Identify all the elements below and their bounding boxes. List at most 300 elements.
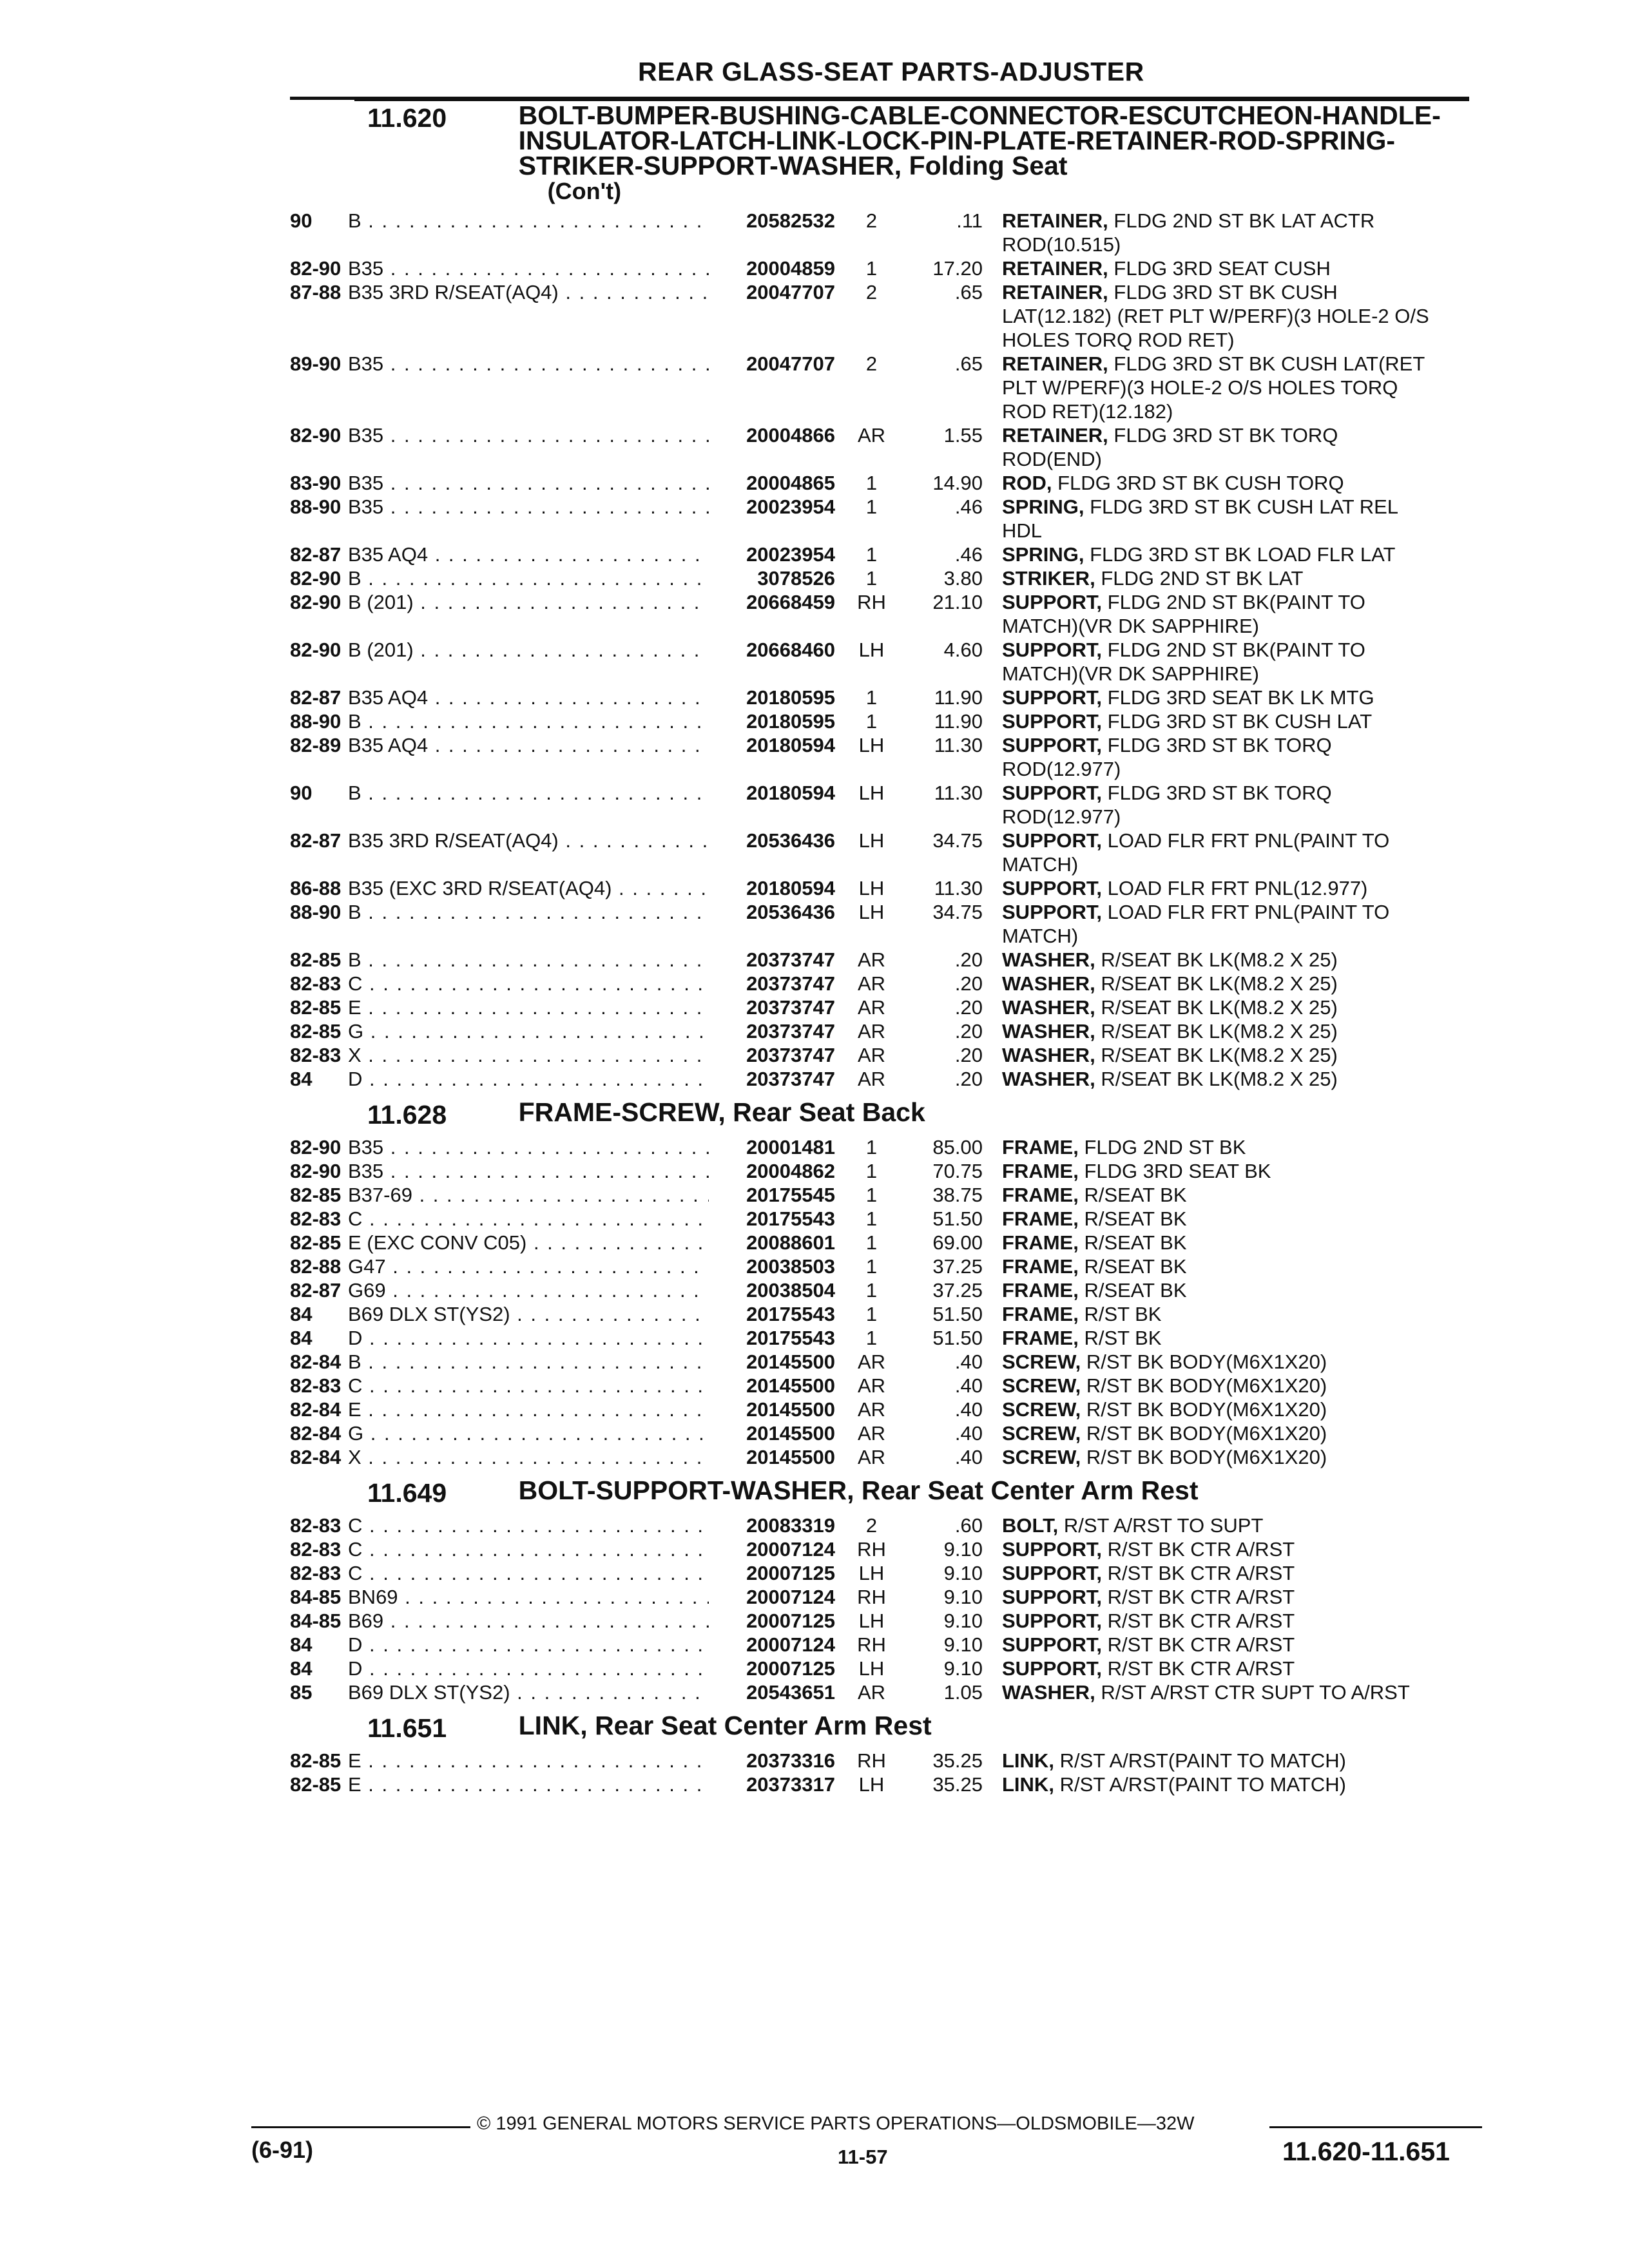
part-detail: FLDG 3RD SEAT CUSH — [1113, 257, 1331, 280]
quantity: AR — [857, 996, 886, 1019]
part-row — [271, 1561, 1495, 1585]
part-description — [1002, 1207, 1440, 1231]
price: 11.90 — [934, 686, 983, 709]
quantity: RH — [857, 1749, 886, 1772]
part-number: 20180595 — [746, 686, 835, 709]
part-row — [271, 1302, 1495, 1326]
part-name: SUPPORT, — [1002, 1610, 1103, 1632]
part-number: 20373316 — [746, 1749, 835, 1772]
part-detail: LOAD FLR FRT PNL(PAINT TO MATCH) — [1002, 829, 1390, 876]
quantity: AR — [857, 1350, 886, 1373]
part-description — [1002, 972, 1440, 995]
part-description — [1002, 1561, 1440, 1585]
price: 37.25 — [932, 1279, 983, 1302]
part-number: 20145500 — [746, 1422, 835, 1445]
part-description — [1002, 256, 1440, 280]
model-years: 82-90 — [290, 591, 342, 613]
section-range: 11.620-11.651 — [1282, 2137, 1450, 2166]
part-row — [271, 709, 1495, 733]
model-code: B . . . — [348, 948, 709, 972]
model-code: B35 . . . — [348, 256, 709, 280]
model-code: B . . . — [348, 900, 709, 924]
part-description — [1002, 1609, 1440, 1633]
model-code: D . . . — [348, 1633, 709, 1657]
model-code: B35 . . . — [348, 423, 709, 447]
part-description — [1002, 686, 1440, 709]
model-years: 82-87 — [290, 1279, 342, 1302]
quantity: LH — [858, 1657, 885, 1680]
part-number: 20004859 — [746, 257, 835, 280]
section-number: 11.651 — [367, 1713, 447, 1743]
part-name: LINK, — [1002, 1749, 1054, 1772]
part-detail: FLDG 3RD ST BK TORQ ROD(END) — [1002, 424, 1338, 470]
part-description — [1002, 1019, 1440, 1043]
part-description — [1002, 1350, 1440, 1374]
price: 85.00 — [932, 1136, 983, 1158]
part-number: 20373747 — [746, 1044, 835, 1066]
part-name: WASHER, — [1002, 1681, 1095, 1704]
quantity: AR — [857, 1068, 886, 1090]
part-number: 20004865 — [746, 472, 835, 494]
part-description — [1002, 1159, 1440, 1183]
model-code: B37-69 . . . — [348, 1183, 709, 1207]
model-years: 82-83 — [290, 1044, 342, 1066]
model-years: 82-85 — [290, 948, 342, 971]
part-row — [271, 1585, 1495, 1609]
part-description — [1002, 781, 1440, 829]
part-row — [271, 1514, 1495, 1537]
section-title: FRAME-SCREW, Rear Seat Back — [518, 1097, 925, 1127]
part-detail: R/ST A/RST(PAINT TO MATCH) — [1059, 1773, 1346, 1796]
part-description — [1002, 1231, 1440, 1254]
quantity: LH — [858, 734, 885, 756]
part-description — [1002, 471, 1440, 495]
part-name: FRAME, — [1002, 1207, 1079, 1230]
quantity: 1 — [865, 710, 878, 733]
part-row — [271, 1398, 1495, 1421]
model-code: B35 AQ4 . . . — [348, 543, 709, 566]
part-number: 3078526 — [757, 567, 835, 590]
model-code: B35 3RD R/SEAT(AQ4) . . . — [348, 829, 709, 852]
model-years: 82-89 — [290, 734, 342, 756]
parts-section — [271, 1475, 1495, 1704]
part-description — [1002, 495, 1440, 543]
part-number: 20047707 — [746, 281, 835, 303]
part-description — [1002, 1278, 1440, 1302]
part-number: 20668459 — [746, 591, 835, 613]
part-detail: FLDG 2ND ST BK LAT — [1101, 567, 1304, 590]
part-number: 20582532 — [746, 209, 835, 232]
quantity: 2 — [865, 209, 878, 232]
model-code: B69 . . . — [348, 1609, 709, 1633]
quantity: AR — [857, 1374, 886, 1397]
model-years: 84 — [290, 1633, 313, 1656]
model-years: 82-90 — [290, 257, 342, 280]
section-heading — [271, 1097, 1495, 1130]
part-name: FRAME, — [1002, 1279, 1079, 1302]
part-description — [1002, 1326, 1440, 1350]
part-detail: R/SEAT BK — [1084, 1207, 1187, 1230]
price: .60 — [954, 1514, 983, 1537]
part-number: 20145500 — [746, 1446, 835, 1468]
quantity: 1 — [865, 1207, 878, 1230]
model-code: C . . . — [348, 1561, 709, 1585]
model-code: B . . . — [348, 781, 709, 805]
model-code: B35 . . . — [348, 1159, 709, 1183]
revision-date: (6-91) — [251, 2137, 314, 2163]
price: .40 — [954, 1446, 983, 1468]
part-detail: R/ST BK — [1084, 1303, 1162, 1325]
quantity: 1 — [865, 472, 878, 494]
model-years: 90 — [290, 209, 313, 232]
section-title: BOLT-SUPPORT-WASHER, Rear Seat Center Arm Rest — [518, 1475, 1199, 1505]
part-detail: FLDG 3RD ST BK LOAD FLR LAT — [1090, 543, 1396, 566]
part-detail: R/ST BK CTR A/RST — [1107, 1657, 1295, 1680]
price: .65 — [954, 352, 983, 375]
part-row — [271, 995, 1495, 1019]
model-code: C . . . — [348, 1207, 709, 1231]
part-detail: R/SEAT BK — [1084, 1184, 1187, 1206]
part-row — [271, 1657, 1495, 1680]
model-years: 86-88 — [290, 877, 342, 899]
part-number: 20023954 — [746, 495, 835, 518]
part-number: 20007125 — [746, 1562, 835, 1584]
part-detail: FLDG 3RD SEAT BK — [1084, 1160, 1271, 1182]
model-years: 82-83 — [290, 1538, 342, 1561]
part-name: FRAME, — [1002, 1255, 1079, 1278]
quantity: 1 — [865, 257, 878, 280]
part-description — [1002, 590, 1440, 638]
part-name: SUPPORT, — [1002, 877, 1103, 899]
price: .40 — [954, 1350, 983, 1373]
part-detail: R/SEAT BK LK(M8.2 X 25) — [1101, 996, 1338, 1019]
part-number: 20083319 — [746, 1514, 835, 1537]
model-code: B35 . . . — [348, 352, 709, 376]
part-name: FRAME, — [1002, 1231, 1079, 1254]
part-detail: FLDG 3RD SEAT BK LK MTG — [1107, 686, 1374, 709]
part-name: STRIKER, — [1002, 567, 1095, 590]
model-code: B . . . — [348, 209, 709, 233]
part-description — [1002, 1514, 1440, 1537]
price: 11.30 — [934, 877, 983, 899]
part-name: WASHER, — [1002, 1020, 1095, 1043]
price: 34.75 — [932, 829, 983, 852]
model-years: 82-90 — [290, 567, 342, 590]
part-row — [271, 829, 1495, 876]
quantity: 2 — [865, 352, 878, 375]
model-years: 82-85 — [290, 1184, 342, 1206]
quantity: RH — [857, 591, 886, 613]
model-years: 82-84 — [290, 1350, 342, 1373]
part-number: 20543651 — [746, 1681, 835, 1704]
quantity: AR — [857, 1020, 886, 1043]
part-number: 20536436 — [746, 901, 835, 923]
quantity: AR — [857, 424, 886, 447]
part-row — [271, 590, 1495, 638]
quantity: LH — [858, 901, 885, 923]
model-code: B35 (EXC 3RD R/SEAT(AQ4) . . . — [348, 876, 709, 900]
price: 21.10 — [932, 591, 983, 613]
price: 51.50 — [932, 1207, 983, 1230]
model-code: B35 AQ4 . . . — [348, 733, 709, 757]
part-detail: R/SEAT BK — [1084, 1279, 1187, 1302]
price: 1.55 — [943, 424, 983, 447]
part-detail: FLDG 2ND ST BK(PAINT TO MATCH)(VR DK SAPPHIRE) — [1002, 639, 1365, 685]
section-title: LINK, Rear Seat Center Arm Rest — [518, 1711, 932, 1740]
part-detail: R/ST BK CTR A/RST — [1107, 1633, 1295, 1656]
part-row — [271, 1326, 1495, 1350]
part-number: 20004866 — [746, 424, 835, 447]
model-years: 84 — [290, 1303, 313, 1325]
model-years: 82-83 — [290, 1207, 342, 1230]
quantity: LH — [858, 1610, 885, 1632]
model-years: 82-84 — [290, 1446, 342, 1468]
model-years: 82-87 — [290, 543, 342, 566]
quantity: LH — [858, 639, 885, 661]
part-name: SCREW, — [1002, 1398, 1081, 1421]
price: 11.90 — [934, 710, 983, 733]
part-description — [1002, 1585, 1440, 1609]
price: .11 — [956, 209, 983, 232]
price: 3.80 — [943, 567, 983, 590]
part-description — [1002, 1398, 1440, 1421]
section-heading — [271, 103, 1495, 204]
part-name: SUPPORT, — [1002, 829, 1103, 852]
part-detail: FLDG 2ND ST BK(PAINT TO MATCH)(VR DK SAPPHIRE) — [1002, 591, 1365, 637]
price: .40 — [954, 1374, 983, 1397]
price: 51.50 — [932, 1303, 983, 1325]
part-description — [1002, 566, 1440, 590]
section-heading — [271, 1475, 1495, 1508]
part-name: RETAINER, — [1002, 209, 1108, 232]
model-code: B . . . — [348, 1350, 709, 1374]
quantity: AR — [857, 1422, 886, 1445]
model-years: 82-90 — [290, 639, 342, 661]
part-name: SCREW, — [1002, 1350, 1081, 1373]
quantity: RH — [857, 1538, 886, 1561]
model-years: 82-85 — [290, 996, 342, 1019]
part-description — [1002, 733, 1440, 781]
part-name: LINK, — [1002, 1773, 1054, 1796]
part-name: SUPPORT, — [1002, 710, 1103, 733]
quantity: 1 — [865, 1279, 878, 1302]
part-name: SUPPORT, — [1002, 1586, 1103, 1608]
part-detail: R/ST BK CTR A/RST — [1107, 1586, 1295, 1608]
part-detail: R/SEAT BK LK(M8.2 X 25) — [1101, 1068, 1338, 1090]
part-row — [271, 1374, 1495, 1398]
quantity: 1 — [865, 1136, 878, 1158]
model-code: C . . . — [348, 1374, 709, 1398]
part-number: 20175543 — [746, 1327, 835, 1349]
quantity: 2 — [865, 1514, 878, 1537]
part-number: 20180595 — [746, 710, 835, 733]
part-description — [1002, 1043, 1440, 1067]
model-years: 87-88 — [290, 281, 342, 303]
part-number: 20175543 — [746, 1207, 835, 1230]
part-name: SUPPORT, — [1002, 782, 1103, 804]
quantity: 2 — [865, 281, 878, 303]
part-name: SUPPORT, — [1002, 1538, 1103, 1561]
part-description — [1002, 1302, 1440, 1326]
quantity: LH — [858, 829, 885, 852]
part-detail: FLDG 3RD ST BK CUSH LAT(12.182) (RET PLT W/PERF)(3 HOLE-2 O/S HOLES TORQ ROD RET) — [1002, 281, 1429, 351]
part-description — [1002, 1421, 1440, 1445]
part-description — [1002, 543, 1440, 566]
part-row — [271, 1773, 1495, 1796]
part-description — [1002, 280, 1440, 352]
quantity: 1 — [865, 543, 878, 566]
part-row — [271, 948, 1495, 972]
part-name: WASHER, — [1002, 996, 1095, 1019]
part-name: FRAME, — [1002, 1327, 1079, 1349]
price: 37.25 — [932, 1255, 983, 1278]
quantity: AR — [857, 972, 886, 995]
price: .40 — [954, 1422, 983, 1445]
price: .20 — [954, 996, 983, 1019]
part-name: BOLT, — [1002, 1514, 1059, 1537]
part-name: RETAINER, — [1002, 424, 1108, 447]
part-row — [271, 495, 1495, 543]
part-name: SPRING, — [1002, 495, 1084, 518]
part-name: WASHER, — [1002, 972, 1095, 995]
model-code: E (EXC CONV C05) . . . — [348, 1231, 709, 1254]
model-code: C . . . — [348, 1514, 709, 1537]
model-years: 85 — [290, 1681, 313, 1704]
part-number: 20180594 — [746, 877, 835, 899]
price: 1.05 — [943, 1681, 983, 1704]
part-number: 20180594 — [746, 782, 835, 804]
price: 9.10 — [943, 1657, 983, 1680]
section-title-block — [519, 1713, 1495, 1738]
price: 69.00 — [932, 1231, 983, 1254]
part-name: SCREW, — [1002, 1446, 1081, 1468]
model-code: G . . . — [348, 1421, 709, 1445]
section-title-block — [518, 1097, 1495, 1127]
part-number: 20001481 — [746, 1136, 835, 1158]
part-number: 20536436 — [746, 829, 835, 852]
part-description — [1002, 876, 1440, 900]
model-years: 88-90 — [290, 495, 342, 518]
page-footer — [251, 2107, 1495, 2184]
part-name: RETAINER, — [1002, 257, 1108, 280]
model-code: B35 AQ4 . . . — [348, 686, 709, 709]
model-years: 88-90 — [290, 710, 342, 733]
model-code: B69 DLX ST(YS2) . . . — [348, 1302, 709, 1326]
part-name: SUPPORT, — [1002, 1657, 1103, 1680]
part-detail: LOAD FLR FRT PNL(12.977) — [1107, 877, 1368, 899]
part-description — [1002, 638, 1440, 686]
model-code: B . . . — [348, 566, 709, 590]
part-number: 20373747 — [746, 972, 835, 995]
model-code: E . . . — [348, 1773, 709, 1796]
model-code: BN69 . . . — [348, 1585, 709, 1609]
part-description — [1002, 709, 1440, 733]
model-years: 82-87 — [290, 686, 342, 709]
model-years: 84-85 — [290, 1586, 342, 1608]
part-row — [271, 1159, 1495, 1183]
page-title: REAR GLASS-SEAT PARTS-ADJUSTER — [638, 57, 1144, 86]
part-detail: R/ST BK CTR A/RST — [1107, 1562, 1295, 1584]
price: 35.25 — [932, 1773, 983, 1796]
model-years: 82-84 — [290, 1398, 342, 1421]
price: .20 — [954, 948, 983, 971]
part-name: SUPPORT, — [1002, 734, 1103, 756]
model-code: C . . . — [348, 972, 709, 995]
model-years: 84 — [290, 1657, 313, 1680]
part-number: 20373747 — [746, 948, 835, 971]
model-code: B (201) . . . — [348, 638, 709, 662]
model-years: 83-90 — [290, 472, 342, 494]
parts-section — [271, 1713, 1495, 1796]
part-row — [271, 733, 1495, 781]
part-description — [1002, 948, 1440, 972]
quantity: AR — [857, 1446, 886, 1468]
part-description — [1002, 1135, 1440, 1159]
section-number: 11.620 — [367, 103, 447, 133]
price: 9.10 — [943, 1633, 983, 1656]
part-detail: R/ST BK BODY(M6X1X20) — [1086, 1446, 1327, 1468]
price: 9.10 — [943, 1538, 983, 1561]
part-detail: R/SEAT BK LK(M8.2 X 25) — [1101, 1044, 1338, 1066]
part-name: FRAME, — [1002, 1303, 1079, 1325]
model-code: G47 . . . — [348, 1254, 709, 1278]
part-description — [1002, 1773, 1440, 1796]
part-detail: R/ST BK BODY(M6X1X20) — [1086, 1350, 1327, 1373]
part-description — [1002, 1537, 1440, 1561]
part-row — [271, 1633, 1495, 1657]
section-title-block — [519, 103, 1495, 204]
part-row — [271, 352, 1495, 423]
model-code: X . . . — [348, 1445, 709, 1469]
model-years: 82-90 — [290, 424, 342, 447]
quantity: AR — [857, 1398, 886, 1421]
price: 11.30 — [934, 734, 983, 756]
model-years: 88-90 — [290, 901, 342, 923]
part-name: RETAINER, — [1002, 352, 1108, 375]
part-detail: R/ST BK CTR A/RST — [1107, 1538, 1295, 1561]
quantity: 1 — [865, 1303, 878, 1325]
section-number: 11.628 — [367, 1100, 447, 1129]
part-name: WASHER, — [1002, 1068, 1095, 1090]
model-code: B . . . — [348, 709, 709, 733]
part-row — [271, 972, 1495, 995]
model-code: B35 . . . — [348, 1135, 709, 1159]
price: 14.90 — [932, 472, 983, 494]
part-name: SUPPORT, — [1002, 591, 1103, 613]
part-name: FRAME, — [1002, 1184, 1079, 1206]
part-description — [1002, 352, 1440, 423]
part-number: 20373747 — [746, 1020, 835, 1043]
quantity: AR — [857, 948, 886, 971]
part-detail: FLDG 2ND ST BK — [1084, 1136, 1246, 1158]
quantity: 1 — [865, 567, 878, 590]
part-number: 20145500 — [746, 1398, 835, 1421]
part-row — [271, 1350, 1495, 1374]
part-description — [1002, 1067, 1440, 1091]
part-name: SPRING, — [1002, 543, 1084, 566]
model-years: 82-85 — [290, 1020, 342, 1043]
model-years: 82-87 — [290, 829, 342, 852]
part-description — [1002, 1445, 1440, 1469]
part-detail: R/SEAT BK LK(M8.2 X 25) — [1101, 1020, 1338, 1043]
quantity: LH — [858, 1562, 885, 1584]
part-detail: FLDG 3RD ST BK CUSH LAT(RET PLT W/PERF)(3 HOLE-2 O/S HOLES TORQ ROD RET)(12.182) — [1002, 352, 1425, 423]
part-number: 20373747 — [746, 996, 835, 1019]
part-row — [271, 1183, 1495, 1207]
part-row — [271, 1278, 1495, 1302]
model-years: 84 — [290, 1327, 313, 1349]
quantity: 1 — [865, 1160, 878, 1182]
